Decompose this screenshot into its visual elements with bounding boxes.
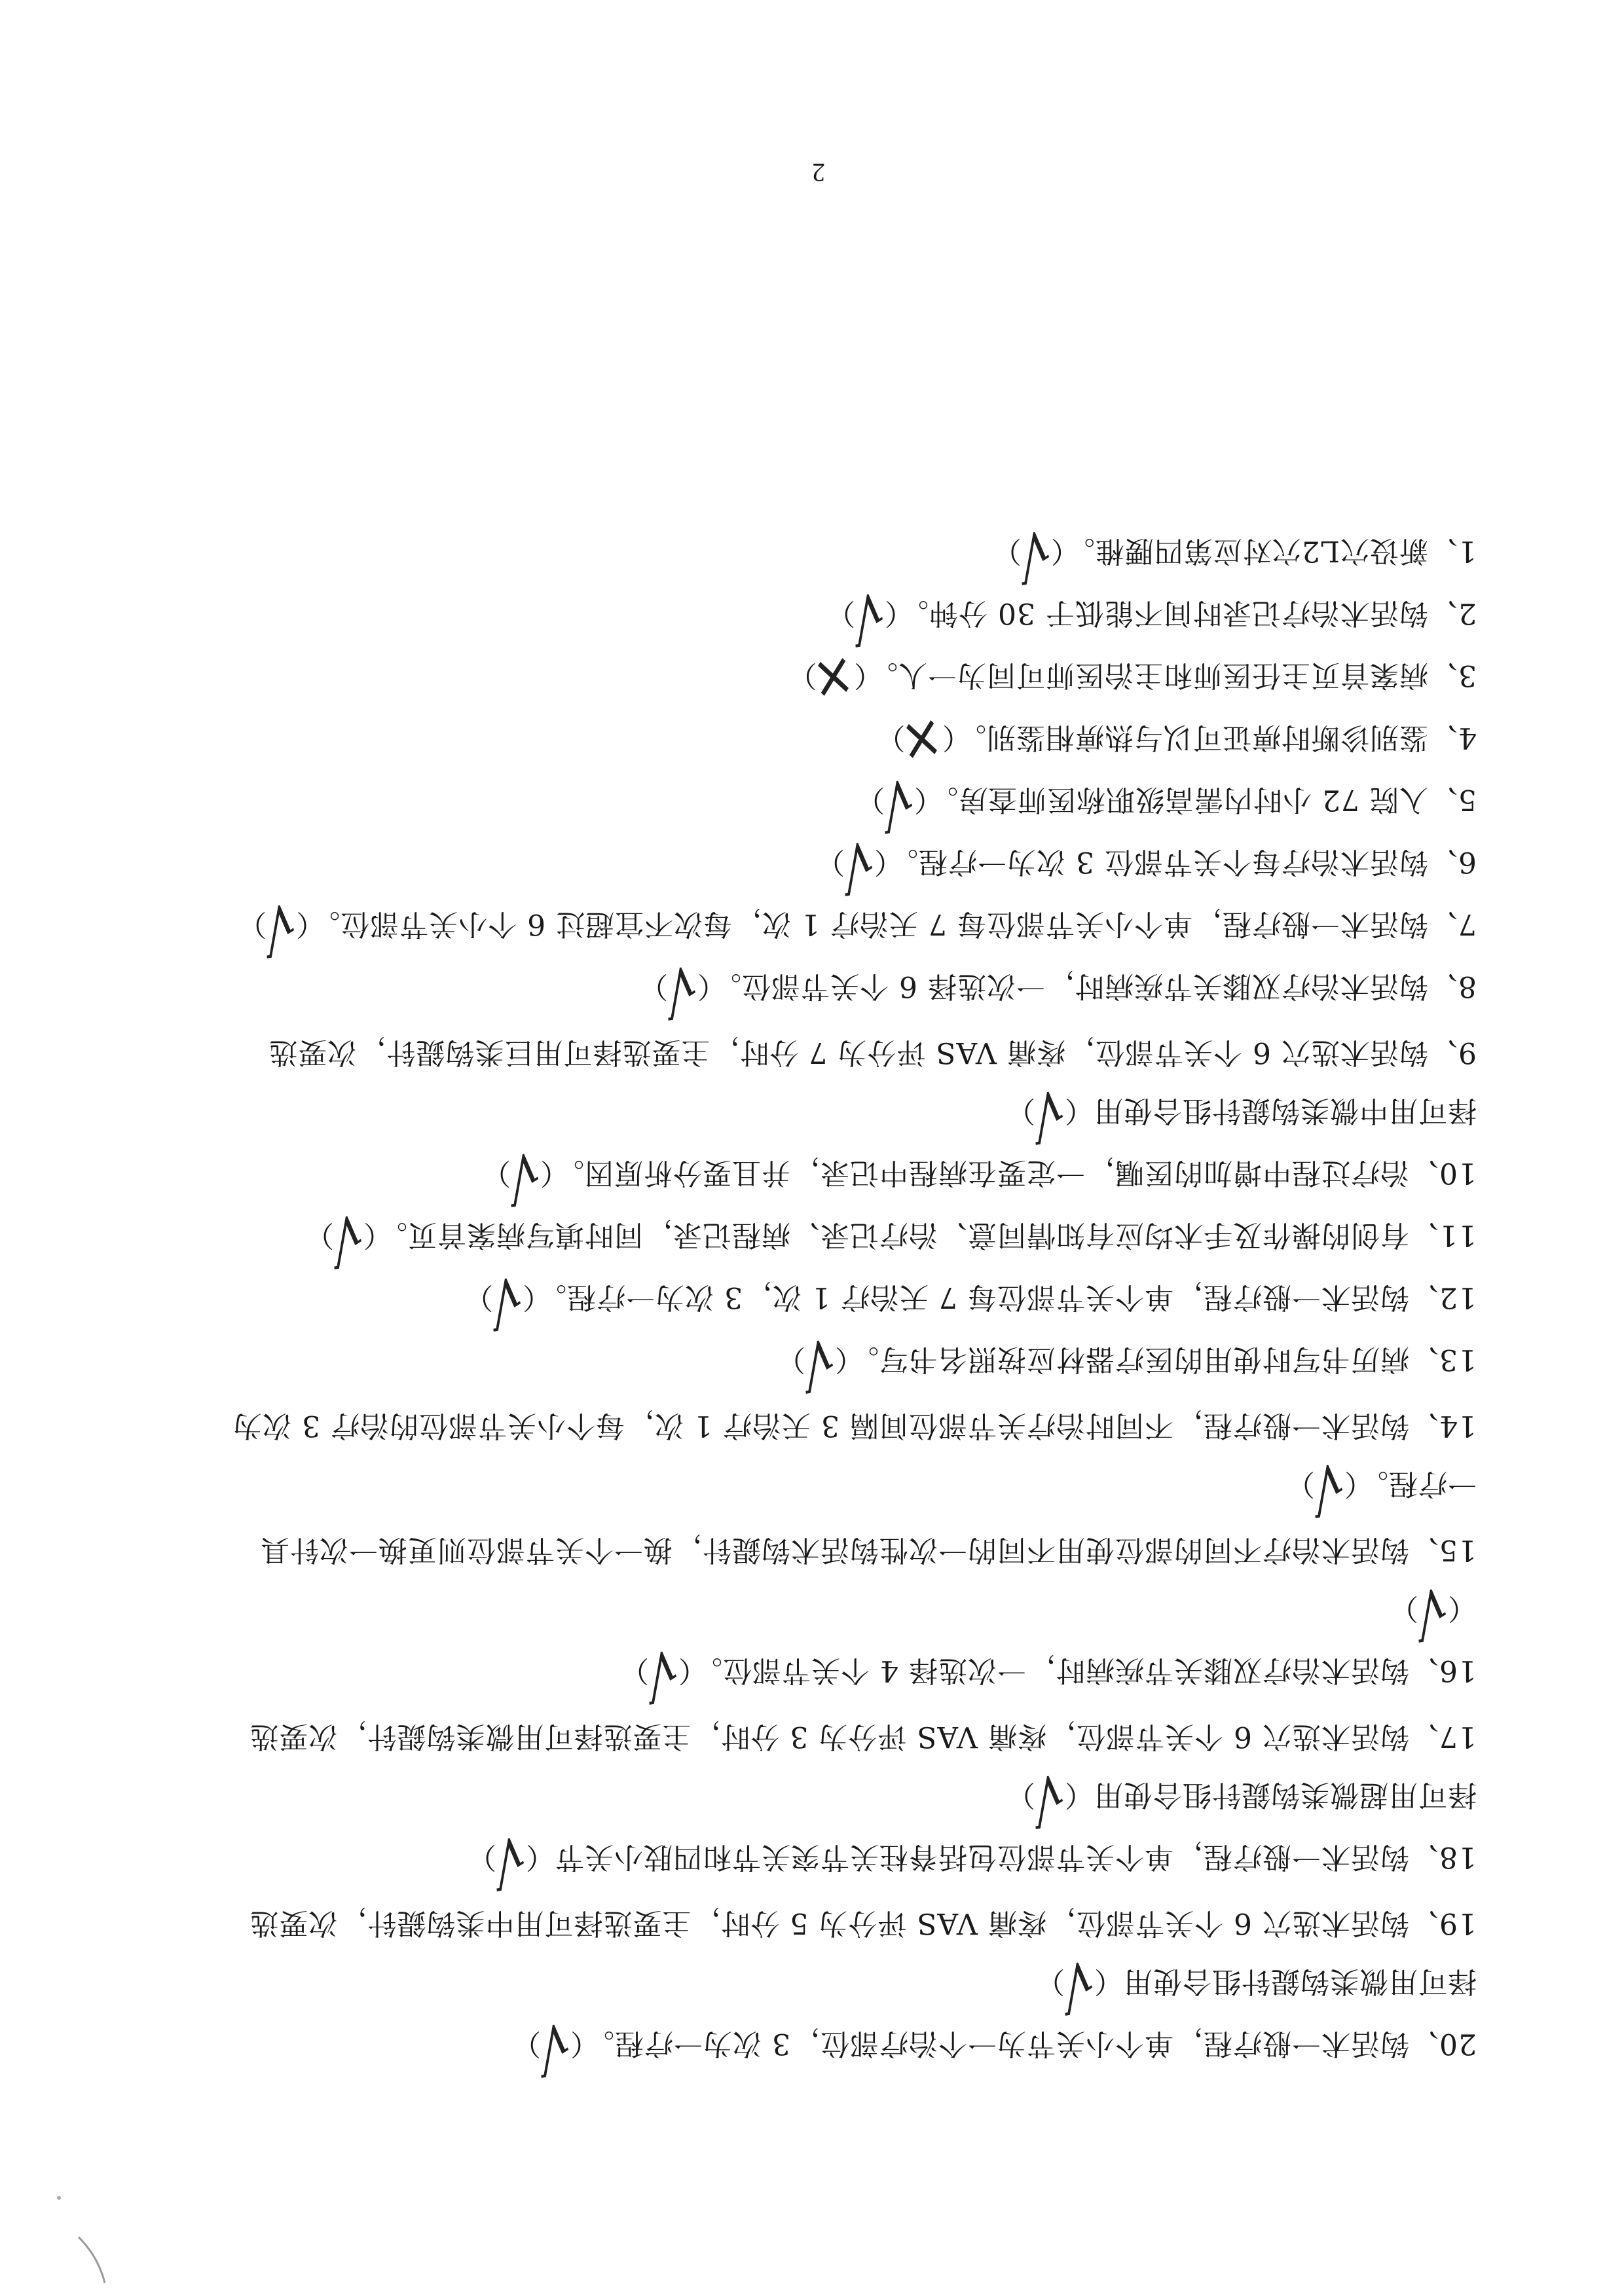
- item-text: 11、有创的操作及手术均应有知情同意、治疗记录、病程记录，同时填写病案首页。（: [363, 1218, 1477, 1252]
- item-text: （: [1447, 1592, 1477, 1625]
- cross-mark: ×: [896, 702, 947, 780]
- check-mark: √: [798, 1324, 838, 1402]
- item-text: 7、钩活术一般疗程，单个小关节部位每 7 天治疗 1 次，每次不宜超过 6 个小关节部位。（: [295, 907, 1477, 941]
- item-text: 一疗程。（: [1344, 1467, 1477, 1501]
- check-mark: √: [877, 765, 917, 842]
- check-mark: √: [847, 578, 888, 655]
- check-mark: √: [660, 951, 701, 1029]
- check-mark: √: [1027, 1760, 1068, 1837]
- check-mark: √: [641, 1635, 682, 1713]
- quiz-item-5: 5、入院 72 小时内需高级职称医师查房。（√）: [855, 765, 1477, 842]
- check-mark: √: [1307, 1449, 1348, 1526]
- quiz-item-1: 1、新设穴L2穴对应第四腰椎。（√）: [991, 516, 1477, 593]
- item-text: 18、钩活术一般疗程，单个关节部位包括脊柱关节突关节和四肢小关节（: [525, 1840, 1477, 1874]
- item-text: 16、钩活术治疗双膝关节疾病时，一次选择 4 个关节部位。（: [678, 1654, 1477, 1687]
- check-mark: √: [326, 1200, 367, 1277]
- check-mark: √: [837, 827, 877, 904]
- quiz-item-20: 20、钩活术一般疗程，单个小关节为一个治疗部位，3 次为一疗程。（√）: [511, 2009, 1477, 2086]
- item-text: 5、入院 72 小时内需高级职称医师查房。（: [913, 783, 1477, 816]
- quiz-item-14-continued: 一疗程。（√）: [1285, 1449, 1477, 1526]
- cross-mark: ×: [808, 640, 858, 718]
- item-text: 10、治疗过程中增加的医嘱，一定要在病程中记录，并且要分析原因。（: [540, 1156, 1477, 1190]
- quiz-item-8: 8、钩活术治疗双膝关节疾病时，一次选择 6 个关节部位。（√）: [638, 951, 1477, 1029]
- quiz-item-10: 10、治疗过程中增加的医嘱，一定要在病程中记录，并且要分析原因。（√）: [481, 1138, 1477, 1215]
- check-mark: √: [259, 889, 299, 966]
- item-text: 19、钩活术选穴 6 个关节部位，疼痛 VAS 评分为 5 分时，主要选择可用中类钩鍉针，次要选: [249, 1906, 1477, 1940]
- item-text: 4、鉴别诊断时痹证可以与热痹相鉴别。（: [942, 721, 1477, 754]
- quiz-item-14: [232, 1406, 1477, 1445]
- quiz-item-13: 13、病历书写时使用的医疗器材应按照名书写。（√）: [776, 1324, 1477, 1402]
- quiz-item-16: 16、钩活术治疗双膝关节疾病时，一次选择 4 个关节部位。（√）: [619, 1635, 1477, 1713]
- quiz-item-15-continued: （√）: [1389, 1573, 1477, 1650]
- quiz-item-6: 6、钩活术治疗每个关节部位 3 次为一疗程。（√）: [815, 827, 1477, 904]
- quiz-item-11: 11、有创的操作及手术均应有知情同意、治疗记录、病程记录，同时填写病案首页。（√）: [304, 1200, 1477, 1277]
- quiz-item-2: 2、钩活术治疗记录时间不能低于 30 分钟。（√）: [826, 578, 1477, 655]
- quiz-item-7: 7、钩活术一般疗程，单个小关节部位每 7 天治疗 1 次，每次不宜超过 6 个小关节部位。（√）: [237, 889, 1477, 966]
- item-text: 2、钩活术治疗记录时间不能低于 30 分钟。（: [884, 596, 1477, 630]
- item-text: 20、钩活术一般疗程，单个小关节为一个治疗部位，3 次为一疗程。（: [570, 2027, 1477, 2060]
- page-number: 2: [812, 158, 825, 187]
- quiz-item-12: 12、钩活术一般疗程，单个关节部位每 7 天治疗 1 次，3 次为一疗程。（√）: [464, 1262, 1477, 1339]
- quiz-item-9-continued: 择可用中微类钩鍉针组合使用（√）: [1006, 1076, 1477, 1153]
- quiz-item-19: [249, 1903, 1477, 1942]
- quiz-item-18: 18、钩活术一般疗程，单个关节部位包括脊柱关节突关节和四肢小关节（√）: [467, 1822, 1477, 1899]
- quiz-item-17-continued: 择可用超微类钩鍉针组合使用（√）: [1006, 1760, 1477, 1837]
- item-text: 15、钩活术治疗不同的部位使用不同的一次性钩活术钩鍉针，换一个关节部位则更换一次针具: [260, 1533, 1477, 1567]
- check-mark: √: [1027, 1076, 1068, 1153]
- item-text: 3、病案首页主任医师和主治医师可同为一人。（: [853, 659, 1477, 692]
- quiz-item-15: [260, 1530, 1477, 1569]
- check-mark: √: [533, 2009, 574, 2086]
- quiz-item-9: [268, 1032, 1477, 1072]
- check-mark: √: [489, 1822, 529, 1899]
- item-text: 择可用超微类钩鍉针组合使用（: [1064, 1778, 1477, 1812]
- quiz-item-3: 3、病案首页主任医师和主治医师可同为一人。（×）: [787, 640, 1477, 718]
- check-mark: √: [1014, 516, 1054, 593]
- item-text: 6、钩活术治疗每个关节部位 3 次为一疗程。（: [874, 845, 1477, 879]
- item-text: 12、钩活术一般疗程，单个关节部位每 7 天治疗 1 次，3 次为一疗程。（: [522, 1281, 1477, 1314]
- check-mark: √: [1057, 1946, 1098, 2024]
- check-mark: √: [1411, 1573, 1451, 1650]
- quiz-item-4: 4、鉴别诊断时痹证可以与热痹相鉴别。（×）: [876, 702, 1477, 780]
- item-text: 17、钩活术选穴 6 个关节部位，疼痛 VAS 评分为 3 分时，主要选择可用微类钩鍉针，次要选: [249, 1720, 1477, 1753]
- quiz-item-17: [249, 1717, 1477, 1756]
- item-text: 择可用中微类钩鍉针组合使用（: [1064, 1094, 1477, 1127]
- item-text: 择可用微类钩鍉针组合使用（: [1094, 1965, 1477, 1998]
- item-text: 1、新设穴L2穴对应第四腰椎。（: [1050, 534, 1477, 568]
- check-mark: √: [503, 1138, 544, 1215]
- quiz-item-19-continued: 择可用微类钩鍉针组合使用（√）: [1035, 1946, 1477, 2024]
- item-text: 9、钩活术选穴 6 个关节部位，疼痛 VAS 评分为 7 分时，主要选择可用巨类钩鍉针，次要选: [268, 1036, 1477, 1069]
- item-text: 8、钩活术治疗双膝关节疾病时，一次选择 6 个关节部位。（: [697, 970, 1477, 1003]
- item-text: 13、病历书写时使用的医疗器材应按照名书写。（: [834, 1343, 1477, 1376]
- scan-specks: [39, 2178, 118, 2296]
- check-mark: √: [485, 1262, 526, 1339]
- item-text: 14、钩活术一般疗程，不同时治疗关节部位间隔 3 天治疗 1 次，每个小关节部位的治疗 3 次为: [232, 1409, 1477, 1442]
